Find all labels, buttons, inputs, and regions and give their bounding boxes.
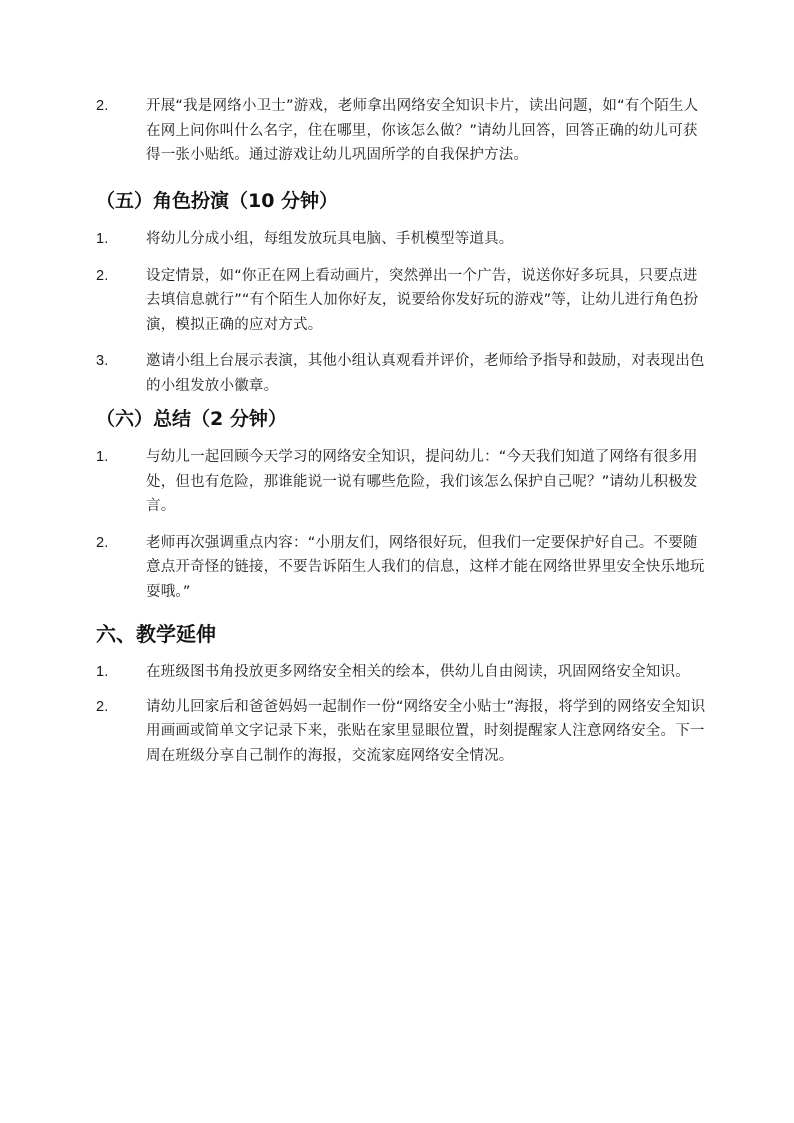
list-number: 2.	[96, 98, 109, 114]
section-heading-summary: （六）总结（2 分钟）	[96, 408, 287, 430]
list-text: 将幼儿分成小组，每组发放玩具电脑、手机模型等道具。	[146, 231, 514, 247]
list-number: 1.	[96, 449, 109, 465]
summary-list	[96, 445, 706, 604]
list-text: 开展“我是网络小卫士”游戏，老师拿出网络安全知识卡片，读出问题，如“有个陌生人在网上问你叫什么名字，住在哪里，你该怎么做？”请幼儿回答，回答正确的幼儿可获得一张小贴纸。通过游戏让幼儿巩固所学的自我保护方法。	[146, 98, 699, 163]
list-item	[96, 695, 706, 769]
list-item	[96, 349, 706, 398]
list-number: 1.	[96, 664, 109, 680]
list-number: 3.	[96, 353, 109, 369]
list-number: 2.	[96, 534, 109, 551]
roleplay-list	[96, 227, 706, 398]
game-list	[96, 94, 706, 168]
list-item	[96, 264, 706, 338]
list-number: 1.	[96, 231, 109, 247]
list-text: 请幼儿回家后和爸爸妈妈一起制作一份“网络安全小贴士”海报，将学到的网络安全知识用画画或简单文字记录下来，张贴在家里显眼位置，时刻提醒家人注意网络安全。下一周在班级分享自己制作的海报，交流家庭网络安全情况。	[146, 698, 706, 764]
list-text: 与幼儿一起回顾今天学习的网络安全知识，提问幼儿：“今天我们知道了网络有很多用处，但也有危险，那谁能说一说有哪些危险，我们该怎么保护自己呢？”请幼儿积极发言。	[146, 449, 698, 514]
list-text: 在班级图书角投放更多网络安全相关的绘本，供幼儿自由阅读，巩固网络安全知识。	[146, 664, 690, 680]
section-heading-extension: 六、教学延伸	[96, 622, 216, 646]
list-text: 设定情景，如“你正在网上看动画片，突然弹出一个广告，说送你好多玩具，只要点进去填信息就行”“有个陌生人加你好友，说要给你发好玩的游戏”等，让幼儿进行角色扮演，模拟正确的应对方式。	[146, 267, 699, 333]
list-number: 2.	[96, 267, 109, 284]
list-text: 老师再次强调重点内容：“小朋友们，网络很好玩，但我们一定要保护好自己。不要随意点开奇怪的链接，不要告诉陌生人我们的信息，这样才能在网络世界里安全快乐地玩耍哦。”	[146, 534, 705, 600]
list-item	[96, 227, 706, 252]
section-heading-roleplay: （五）角色扮演（10 分钟）	[96, 190, 339, 212]
list-number: 2.	[96, 698, 109, 715]
list-item	[96, 445, 706, 519]
list-item	[96, 531, 706, 605]
list-item	[96, 94, 706, 168]
list-item	[96, 660, 706, 685]
extension-list	[96, 660, 706, 768]
list-text: 邀请小组上台展示表演，其他小组认真观看并评价，老师给予指导和鼓励，对表现出色的小组发放小徽章。	[146, 353, 705, 394]
